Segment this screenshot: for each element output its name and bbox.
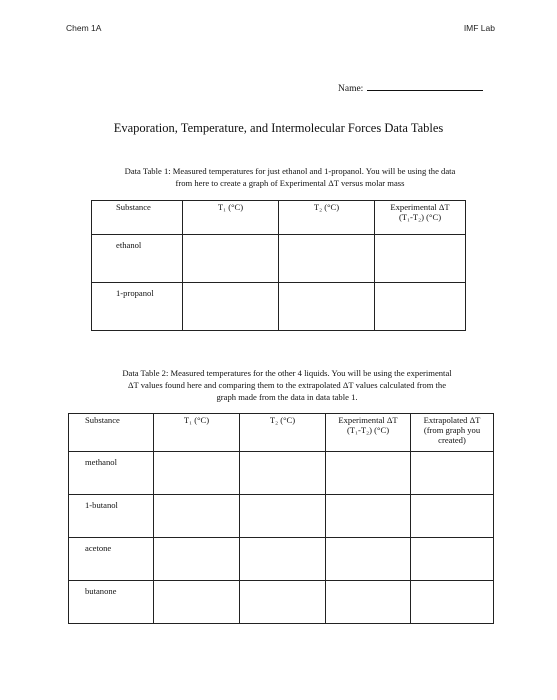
table2-cell-extrap-dt[interactable]: [411, 495, 494, 538]
table1-cell-t1[interactable]: [183, 283, 279, 331]
name-label: Name:: [338, 84, 364, 94]
table1-header-exp-dt: [375, 201, 466, 235]
table-row: [92, 235, 466, 283]
name-blank-line[interactable]: [367, 81, 483, 91]
table2-cell-t1[interactable]: [154, 495, 240, 538]
table2-header-extrap-dt-line2: (from graph you: [423, 425, 481, 435]
table2-cell-extrap-dt[interactable]: [411, 581, 494, 624]
table2-cell-extrap-dt[interactable]: [411, 452, 494, 495]
table1-header-exp-dt-line2: (T₁-T₂) (°C): [398, 212, 442, 222]
table2-header-extrap-dt-line1: Extrapolated ΔT: [423, 415, 481, 425]
table2-row-label: acetone: [69, 538, 154, 581]
table-row: [69, 495, 494, 538]
table2-caption-line3: graph made from the data in data table 1.: [216, 392, 358, 402]
table2-header-substance: Substance: [69, 414, 154, 452]
table-row: [69, 538, 494, 581]
table2-caption-line2: ΔT values found here and comparing them to the extrapolated ΔT values calculated from the: [127, 380, 447, 390]
table2-header-row: [69, 414, 494, 452]
table2-cell-exp-dt[interactable]: [326, 495, 411, 538]
table2-cell-exp-dt[interactable]: [326, 538, 411, 581]
table1-cell-t2[interactable]: [279, 235, 375, 283]
table2-caption: [66, 367, 508, 403]
table2-caption-line1: Data Table 2: Measured temperatures for the other 4 liquids. You will be using the experimental: [122, 368, 452, 378]
table1-caption: [70, 165, 510, 189]
table2-header-exp-dt: [326, 414, 411, 452]
table1-header-t2: T₂ (°C): [279, 201, 375, 235]
table1-header-t1: T₁ (°C): [183, 201, 279, 235]
table2-cell-exp-dt[interactable]: [326, 581, 411, 624]
table2-header-exp-dt-line2: (T₁-T₂) (°C): [346, 425, 390, 435]
table2-row-label: 1-butanol: [69, 495, 154, 538]
header-course: Chem 1A: [66, 23, 102, 33]
table2-cell-extrap-dt[interactable]: [411, 538, 494, 581]
name-field-row: [338, 81, 483, 94]
table2-cell-t1[interactable]: [154, 452, 240, 495]
table1-cell-t2[interactable]: [279, 283, 375, 331]
table2-header-exp-dt-line1: Experimental ΔT: [338, 415, 398, 425]
table1-cell-exp-dt[interactable]: [375, 235, 466, 283]
header-lab-title: IMF Lab: [463, 23, 495, 33]
table-row: [92, 283, 466, 331]
data-table-2: [68, 413, 494, 624]
table2-header-t2: T₂ (°C): [240, 414, 326, 452]
table2-header-extrap-dt-line3: created): [438, 435, 466, 445]
table2-row-label: butanone: [69, 581, 154, 624]
table2-row-label: methanol: [69, 452, 154, 495]
table1-header-substance: Substance: [92, 201, 183, 235]
table1-cell-exp-dt[interactable]: [375, 283, 466, 331]
table2-header-extrap-dt: [411, 414, 494, 452]
table-row: [69, 581, 494, 624]
table1-caption-line2: from here to create a graph of Experimental ΔT versus molar mass: [175, 178, 405, 188]
table1-row-label: ethanol: [92, 235, 183, 283]
table2-cell-exp-dt[interactable]: [326, 452, 411, 495]
table1-header-row: [92, 201, 466, 235]
table2-cell-t1[interactable]: [154, 581, 240, 624]
table1-cell-t1[interactable]: [183, 235, 279, 283]
table1-header-exp-dt-line1: Experimental ΔT: [390, 202, 450, 212]
table2-cell-t1[interactable]: [154, 538, 240, 581]
table2-header-t1: T₁ (°C): [154, 414, 240, 452]
table2-cell-t2[interactable]: [240, 581, 326, 624]
table-row: [69, 452, 494, 495]
data-table-1: [91, 200, 466, 331]
table2-cell-t2[interactable]: [240, 452, 326, 495]
table2-cell-t2[interactable]: [240, 495, 326, 538]
table1-caption-line1: Data Table 1: Measured temperatures for just ethanol and 1-propanol. You will be using the data: [124, 166, 456, 176]
table1-row-label: 1-propanol: [92, 283, 183, 331]
document-title: Evaporation, Temperature, and Intermolecular Forces Data Tables: [113, 121, 444, 135]
table2-cell-t2[interactable]: [240, 538, 326, 581]
